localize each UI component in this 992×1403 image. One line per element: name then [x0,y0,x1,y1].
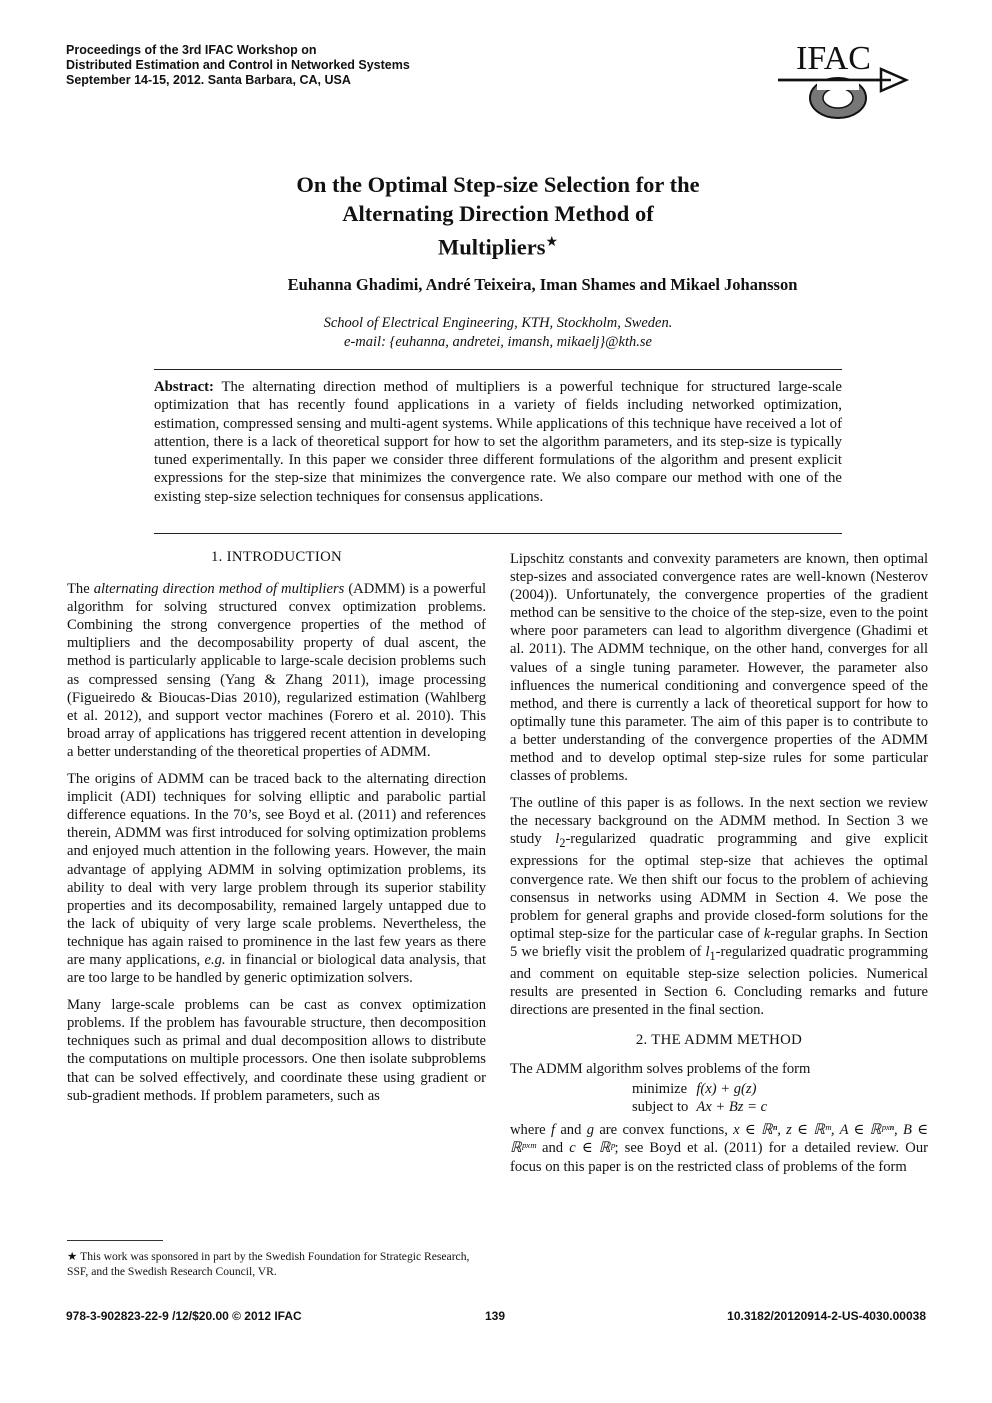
left-column [67,548,486,1105]
proceedings-header [66,43,410,88]
header-line-3: September 14-15, 2012. Santa Barbara, CA, USA [66,73,351,87]
eq-objective: f(x) + g(z) [696,1081,757,1098]
footnote-mark: ★ [67,1250,78,1263]
right-column [510,550,928,1176]
right-paragraph-1: Lipschitz constants and convexity parameters are known, then optimal step-sizes and associated convergence rates are well-known (Nesterov (2004)). Unfortunately, the convergence properties of the gradient method can be sensitive to the choice of the step-size, even to the point where poor parameters can lead to algorithm divergence (Ghadimi et al. 2011). The ADMM technique, on the other hand, converges for all values of a single tuning parameter. However, the parameter also influences the numerical conditioning and convergence speed of the method, and there is currently a lack of theoretical support for how to optimally tune this parameter. The aim of this paper is to contribute to a better understanding of the convergence properties of the ADMM method and to develop optimal step-size rules for some particular classes of problems. [510,551,928,785]
section-heading-admm: 2. THE ADMM METHOD [635,1032,803,1049]
affiliation-block [180,314,816,352]
authors: Euhanna Ghadimi, André Teixeira, Iman Shames and Mikael Johansson [287,275,798,294]
admm-definition-paragraph: where f and g are convex functions, x ∈ ℝⁿ, z ∈ ℝᵐ, A ∈ ℝᵖˣⁿ, B ∈ ℝᵖˣᵐ and c ∈ ℝᵖ; see Boyd et al. (2011) for a detailed review. Our focus on this paper is on the restricted class of problems of the form [510,1122,929,1175]
abstract-label: Abstract: [154,379,214,395]
footer-doi: 10.3182/20120914-2-US-4030.00038 [727,1309,926,1323]
title-line-3: Multipliers [437,234,546,260]
abstract [154,378,842,506]
affiliation: School of Electrical Engineering, KTH, Stockholm, Sweden. [323,315,673,331]
eq-constraint: Ax + Bz = c [696,1099,768,1116]
section-heading-introduction: 1. INTRODUCTION [210,549,343,565]
email: e-mail: {euhanna, andretei, imansh, mikaelj}@kth.se [344,334,652,350]
outline-paragraph: The outline of this paper is as follows. In the next section we review the necessary background on the ADMM method. In Section 3 we study $l_2$-regularized quadratic programming and give explicit expressions for the optimal step-size that achieves the optimal convergence rate. We then shift our focus to the problem of achieving consensus in networks using ADMM in Section 4. We pose the problem for general graphs and provide closed-form solutions for the optimal step-size for the particular case of k-regular graphs. In Section 5 we briefly visit the problem of $l_1$-regularized quadratic programming and comment on equitable step-size selection policies. Numerical results are presented in Section 6. Concluding remarks and future directions are presented in the final section. [510,795,928,1019]
ifac-logo [776,36,911,132]
footnote [67,1249,487,1279]
footnote-rule [67,1240,163,1241]
title-footnote-mark: ★ [545,235,559,250]
paper-title [180,170,816,262]
abstract-text: The alternating direction method of multipliers is a powerful technique for structured large-scale optimization that has recently found applications in a variety of fields including networked optimization, estimation, compressed sensing and multi-agent systems. While applications of this technique have received a lot of attention, there is a lack of theoretical support for how to set the algorithm parameters, and its step-size is typically tuned experimentally. In this paper we consider three different formulations of the algorithm and present explicit expressions for the step-size that minimizes the convergence rate. We also compare our method with one of the existing step-size selection techniques for consensus applications. [154,379,842,505]
intro-paragraph-3: Many large-scale problems can be cast as convex optimization problems. If the problem has favourable structure, then decomposition techniques such as primal and dual decomposition allows to distribute the computations on multiple processors. One then isolate subproblems that can be solved effectively, and coordinate these using gradient or sub-gradient methods. If problem parameters, such as [67,997,486,1104]
header-line-2: Distributed Estimation and Control in Networked Systems [66,58,410,72]
header-line-1: Proceedings of the 3rd IFAC Workshop on [66,43,317,57]
intro-paragraph-1: The alternating direction method of multipliers (ADMM) is a powerful algorithm for solving structured convex optimization problems. Combining the strong convergence properties of the method of multipliers and the decomposability property of dual ascent, the method is particularly applicable to large-scale decision problems such as compressed sensing (Yang & Zhang 2011), image processing (Figueiredo & Bioucas-Dias 2010), regularized estimation (Wahlberg et al. 2012), and support vector machines (Forero et al. 2010). This broad array of applications has triggered recent attention in developing a better understanding of the theoretical properties of ADMM. [67,581,486,760]
admm-intro: The ADMM algorithm solves problems of the form [510,1061,811,1078]
footnote-text: This work was sponsored in part by the Swedish Foundation for Strategic Research, SSF, and the Swedish Research Council, VR. [67,1250,470,1278]
eq-minimize: minimize [632,1081,688,1098]
ifac-logo-text: IFAC [796,40,871,77]
admm-problem-equation [628,1080,771,1116]
page-number: 139 [484,1309,506,1323]
abstract-bottom-rule [154,533,842,534]
title-line-2: Alternating Direction Method of [342,201,654,226]
footer-isbn: 978-3-902823-22-9 /12/$20.00 © 2012 IFAC [66,1309,302,1323]
intro-paragraph-2: The origins of ADMM can be traced back to the alternating direction implicit (ADI) techniques for solving elliptic and parabolic partial difference equations. In the 70’s, see Boyd et al. (2011) and references therein, ADMM was first introduced for solving optimization problems and enjoyed much attention in the following years. However, the main advantage of applying ADMM in solving optimization problems, its ability to deal with very large problem through its superior stability properties and its decomposability, remained largely untapped due to the lack of ubiquity of very large scale problems. Nevertheless, the technique has again raised to prominence in the last few years as there are many applications, e.g. in financial or biological data analysis, that are too large to be handled by generic optimization solvers. [67,771,486,987]
title-line-1: On the Optimal Step-size Selection for the [296,172,700,197]
eq-subject-to: subject to [632,1099,689,1116]
abstract-top-rule [154,369,842,370]
